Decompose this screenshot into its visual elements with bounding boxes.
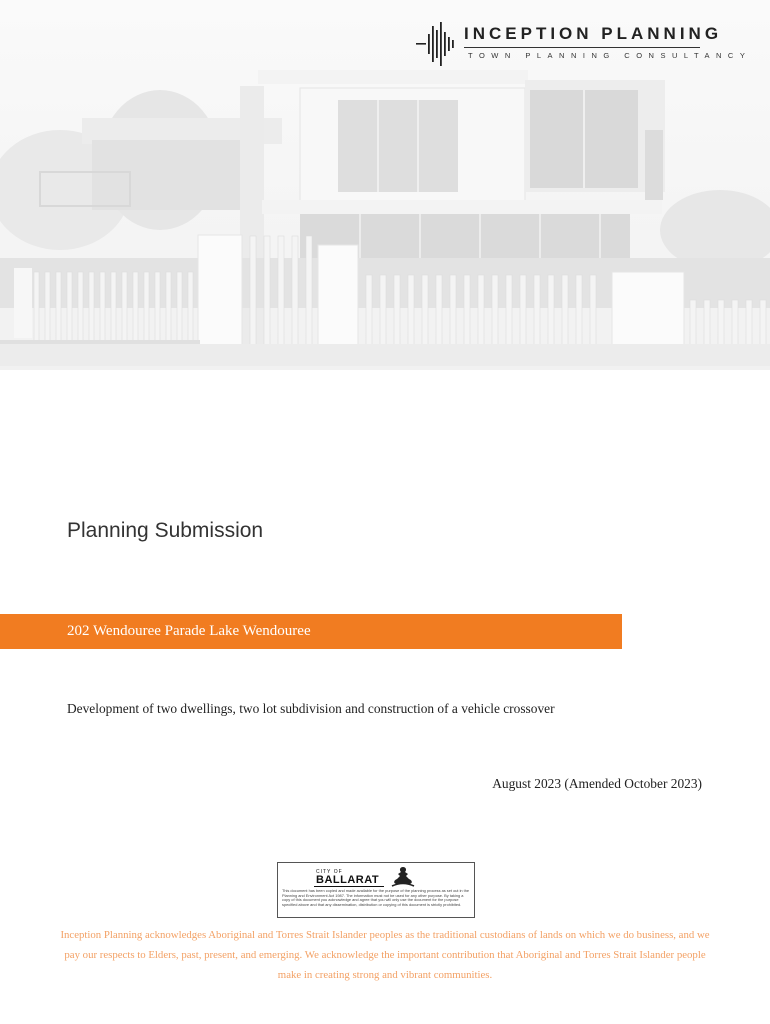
company-name: INCEPTION PLANNING <box>464 24 723 43</box>
soundwave-icon <box>416 20 460 68</box>
document-date: August 2023 (Amended October 2023) <box>492 776 702 791</box>
company-logo <box>412 18 752 73</box>
stamp-notice: This document has been copied and made available for the purpose of the planning process as set out in the Planning and Environment Act 1987. The information must not be used for any other purpose. By taking a copy of this document you acknowledge and agree that you will only use the document for the purpose specified above and that any dissemination, distribution or copying of this document is strictly prohibited. <box>282 888 470 907</box>
ballarat-emblem-icon <box>390 865 416 889</box>
logo-divider <box>464 47 700 48</box>
document-title: Planning Submission <box>67 519 264 542</box>
stamp-city-name: BALLARAT <box>316 874 380 886</box>
stamp-divider <box>314 886 384 887</box>
site-address: 202 Wendouree Parade Lake Wendouree <box>67 623 311 639</box>
address-banner <box>0 614 622 649</box>
stamp-city-label: CITY OF <box>316 869 343 875</box>
company-tagline: TOWN PLANNING CONSULTANCY <box>468 51 752 60</box>
acknowledgement-of-country: Inception Planning acknowledges Aboriginal and Torres Strait Islander peoples as the traditional custodians of lands on which we do business, and we pay our respects to Elders, past, present, and emerging. We acknowledge the important contribution that Aboriginal and Torres Strait Islander people make in creating strong and vibrant communities. <box>60 929 710 981</box>
hero-image <box>0 0 770 370</box>
council-stamp <box>277 862 475 918</box>
proposal-description: Development of two dwellings, two lot subdivision and construction of a vehicle crossover <box>67 701 555 716</box>
